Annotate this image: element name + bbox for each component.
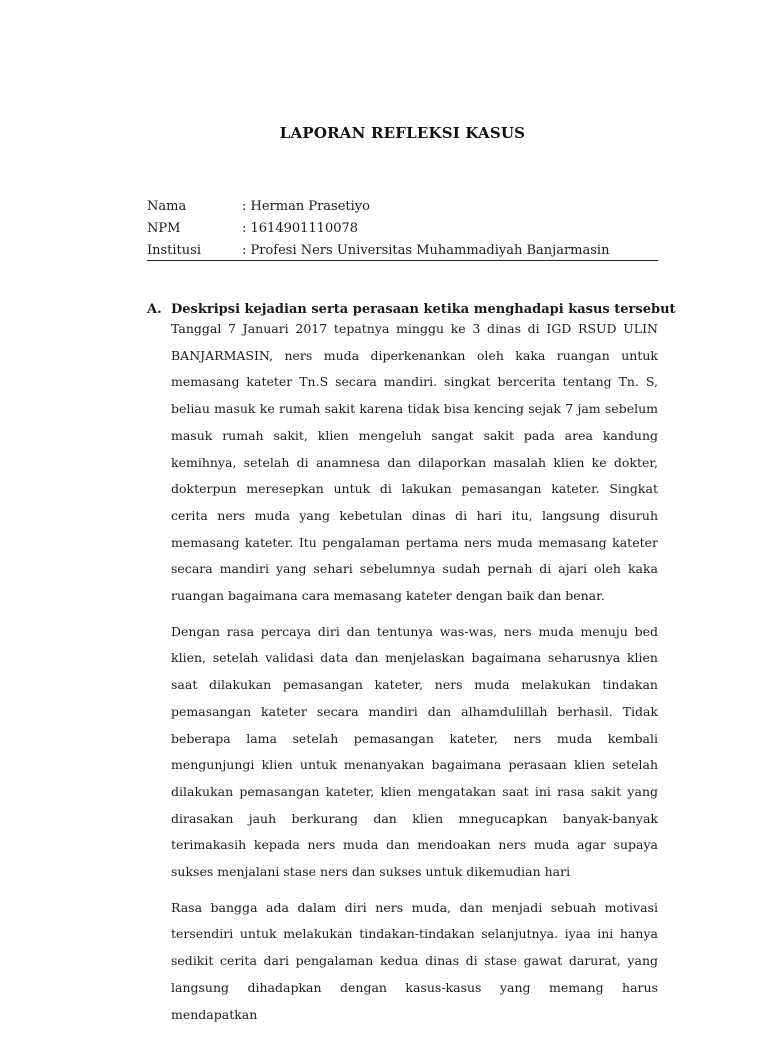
body-paragraph-3: Rasa bangga ada dalam diri ners muda, dan menjadi sebuah motivasi tersendiri untuk melakukan tindakan-tindakan selanjutnya. iyaa ini hanya sedikit cerita dari pengalaman kedua dinas di stase gawat darurat, yang langsung dihadapkan dengan kasus-kasus yang memang harus mendapatkan [171,899,658,1022]
section-heading-text: Deskripsi kejadian serta perasaan ketika menghadapi kasus tersebut [171,302,676,317]
identity-table [147,196,658,262]
identity-value-institution: : Profesi Ners Universitas Muhammadiyah Banjarmasin [242,243,610,258]
body-paragraph-1: Tanggal 7 Januari 2017 tepatnya minggu ke 3 dinas di IGD RSUD ULIN BANJARMASIN, ners muda diperkenankan oleh kaka ruangan untuk memasang kateter Tn.S secara mandiri. singkat bercerita tentang Tn. S, beliau masuk ke rumah sakit karena tidak bisa kencing sejak 7 jam sebelum masuk rumah sakit, klien mengeluh sangat sakit pada area kandung kemihnya, setelah di anamnesa dan dilaporkan masalah klien ke dokter, dokterpun meresepkan untuk di lakukan pemasangan kateter. Singkat cerita ners muda yang kebetulan dinas di hari itu, langsung disuruh memasang kateter. Itu pengalaman pertama ners muda memasang kateter secara mandiri yang sehari sebelumnya sudah pernah di ajari oleh kaka ruangan bagaimana cara memasang kateter dengan baik dan benar. [171,321,658,604]
identity-divider [147,260,658,261]
body-paragraph-2: Dengan rasa percaya diri dan tentunya was-was, ners muda menuju bed klien, setelah validasi data dan menjelaskan bagaimana seharusnya klien saat dilakukan pemasangan kateter, ners muda melakukan tindakan pemasangan kateter secara mandiri dan alhamdulillah berhasil. Tidak beberapa lama setelah pemasangan kateter, ners muda kembali mengunjungi klien untuk menanyakan bagaimana perasaan klien setelah dilakukan pemasangan kateter, klien mengatakan saat ini rasa sakit yang dirasakan jauh berkurang dan klien mnegucapkan banyak-banyak terimakasih kepada ners muda dan mendoakan ners muda agar supaya sukses menjalani stase ners dan sukses untuk dikemudian hari [171,623,658,880]
identity-label-name: Nama [147,199,187,214]
identity-value-npm: : 1614901110078 [242,221,359,236]
identity-label-institution: Institusi [147,243,201,258]
identity-row-npm [147,218,658,240]
identity-label-npm: NPM [147,221,181,236]
section-letter: A. [147,302,162,317]
document-title: LAPORAN REFLEKSI KASUS [279,124,526,142]
identity-row-institution [147,240,658,262]
identity-value-name: : Herman Prasetiyo [242,199,370,214]
section-body [171,316,658,1037]
identity-row-name [147,196,658,218]
